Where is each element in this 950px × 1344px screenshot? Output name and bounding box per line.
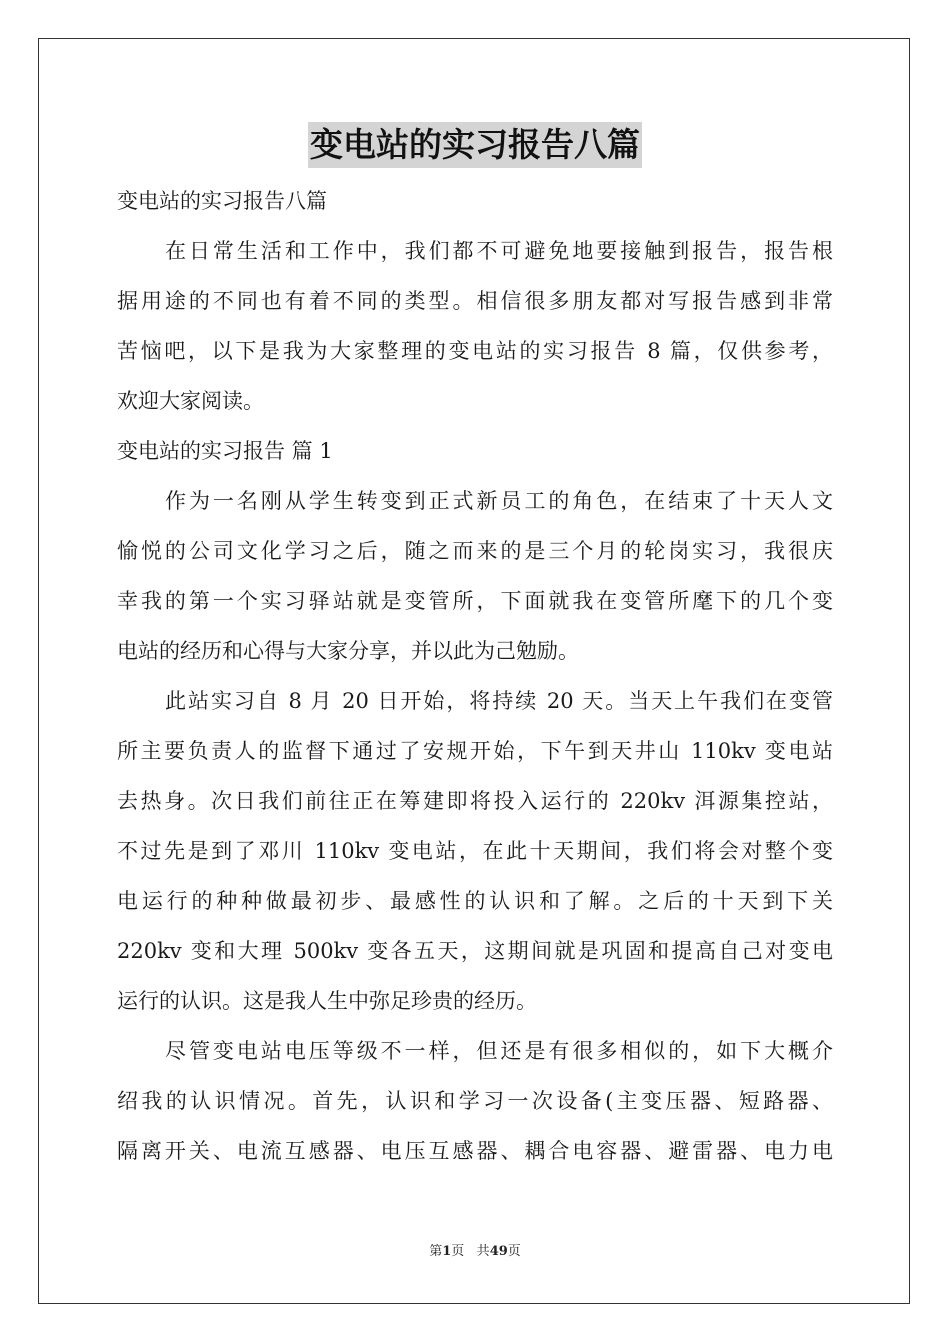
- text-line: 电站的经历和心得与大家分享，并以此为己勉励。: [117, 639, 579, 663]
- total-prefix: 共: [476, 1244, 490, 1259]
- total-suffix: 页: [507, 1244, 521, 1259]
- text-line: 幸我的第一个实习驿站就是变管所，下面就我在变管所麾下的几个变: [117, 589, 833, 613]
- text-line: 电运行的种种做最初步、最感性的认识和了解。之后的十天到下关: [117, 889, 833, 913]
- text-line: 去热身。次日我们前往正在筹建即将投入运行的 220kv 洱源集控站，: [117, 789, 833, 813]
- page-suffix: 页: [451, 1244, 465, 1259]
- document-title: 变电站的实习报告八篇: [308, 122, 642, 168]
- text-line: 欢迎大家阅读。: [117, 389, 264, 413]
- page-prefix: 第: [429, 1244, 443, 1259]
- text-line: 隔离开关、电流互感器、电压互感器、耦合电容器、避雷器、电力电: [117, 1139, 833, 1163]
- text-line: 绍我的认识情况。首先，认识和学习一次设备(主变压器、短路器、: [117, 1089, 833, 1113]
- text-line: 运行的认识。这是我人生中弥足珍贵的经历。: [117, 989, 537, 1013]
- page-footer: [0, 1242, 950, 1262]
- text-line: 苦恼吧，以下是我为大家整理的变电站的实习报告 8 篇，仅供参考，: [117, 339, 833, 363]
- text-line: 愉悦的公司文化学习之后，随之而来的是三个月的轮岗实习，我很庆: [117, 539, 833, 563]
- document-body: [117, 176, 833, 1176]
- section-heading: 变电站的实习报告 篇 1: [117, 439, 333, 463]
- text-line: 在日常生活和工作中，我们都不可避免地要接触到报告，报告根: [165, 239, 833, 263]
- total-pages: 49: [489, 1244, 508, 1259]
- text-line: 220kv 变和大理 500kv 变各五天，这期间就是巩固和提高自己对变电: [117, 939, 833, 963]
- text-line: 所主要负责人的监督下通过了安规开始，下午到天井山 110kv 变电站: [117, 739, 833, 763]
- text-line: 尽管变电站电压等级不一样，但还是有很多相似的，如下大概介: [165, 1039, 833, 1063]
- text-line: 此站实习自 8 月 20 日开始，将持续 20 天。当天上午我们在变管: [165, 689, 833, 713]
- text-line: 不过先是到了邓川 110kv 变电站，在此十天期间，我们将会对整个变: [117, 839, 833, 863]
- text-line: 变电站的实习报告八篇: [117, 189, 327, 213]
- text-line: 作为一名刚从学生转变到正式新员工的角色，在结束了十天人文: [165, 489, 833, 513]
- page-number: 1: [442, 1244, 452, 1259]
- title-container: [0, 122, 950, 168]
- text-line: 据用途的不同也有着不同的类型。相信很多朋友都对写报告感到非常: [117, 289, 833, 313]
